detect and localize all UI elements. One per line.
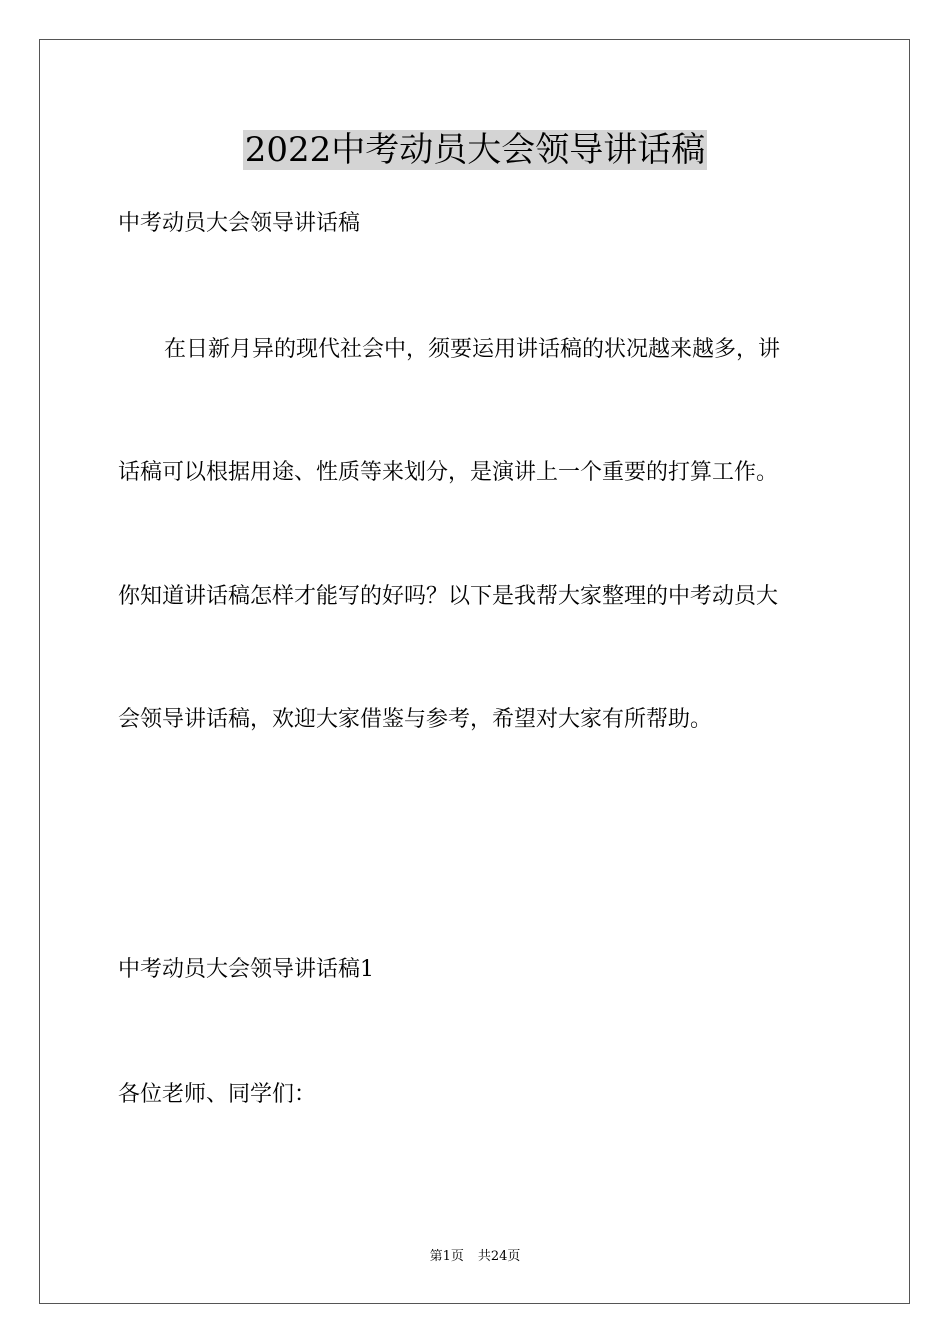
document-title-text: 2022中考动员大会领导讲话稿 bbox=[244, 130, 706, 170]
paragraph-line-4: 会领导讲话稿，欢迎大家借鉴与参考，希望对大家有所帮助。 bbox=[118, 707, 713, 732]
document-title bbox=[0, 128, 950, 172]
page-footer bbox=[0, 1248, 950, 1266]
page-number-label: 第1页 bbox=[429, 1249, 464, 1264]
paragraph-line-3: 你知道讲话稿怎样才能写的好吗？以下是我帮大家整理的中考动员大 bbox=[118, 584, 779, 609]
total-pages-label: 共24页 bbox=[477, 1249, 521, 1264]
salutation: 各位老师、同学们： bbox=[118, 1082, 317, 1107]
paragraph-line-2: 话稿可以根据用途、性质等来划分，是演讲上一个重要的打算工作。 bbox=[118, 460, 779, 485]
section-heading: 中考动员大会领导讲话稿1 bbox=[118, 957, 374, 982]
paragraph-line-1: 在日新月异的现代社会中，须要运用讲话稿的状况越来越多，讲 bbox=[164, 337, 781, 362]
document-subtitle: 中考动员大会领导讲话稿 bbox=[118, 211, 361, 236]
